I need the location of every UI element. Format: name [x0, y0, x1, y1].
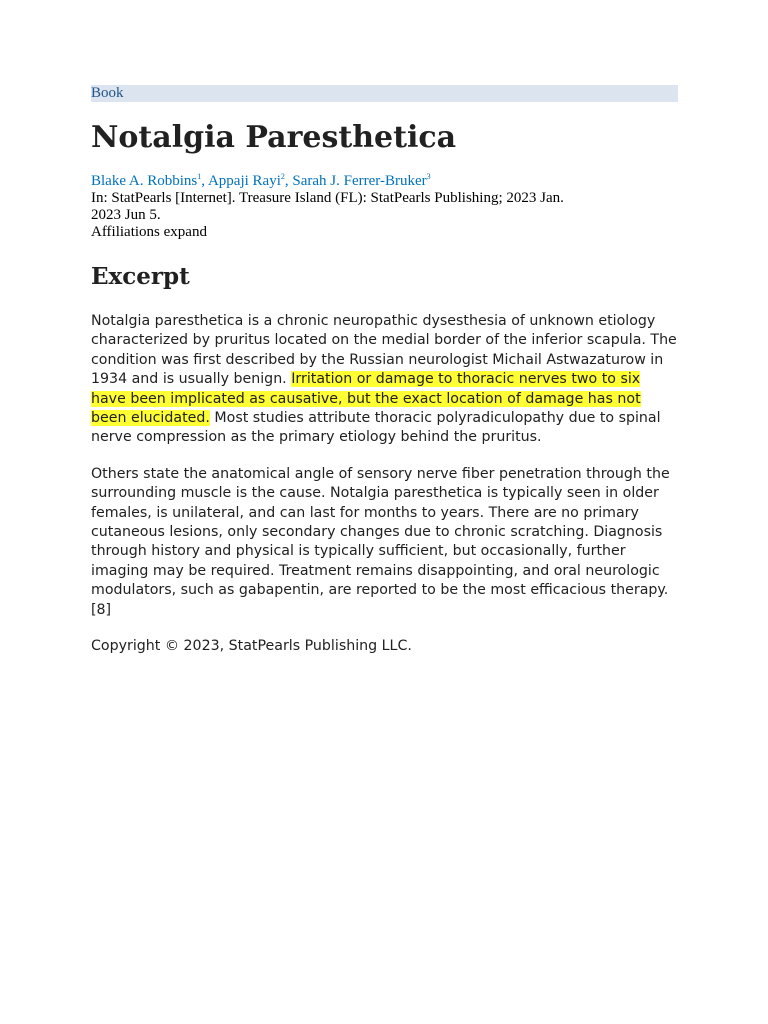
author-link-ferrer-bruker[interactable]: Sarah J. Ferrer-Bruker — [292, 173, 427, 189]
document-page — [91, 85, 678, 657]
excerpt-p1-after: Most studies attribute thoracic polyradiculopathy due to spinal nerve compression as the primary etiology behind the pruritus. — [91, 410, 661, 446]
excerpt-paragraph-2: Others state the anatomical angle of sensory nerve fiber penetration through the surrounding muscle is the cause. Notalgia paresthetica is typically seen in older females, is unilateral, and can last for months to years. There are no primary cutaneous lesions, only secondary changes due to chronic scratching. Diagnosis through history and physical is typically sufficient, but occasionally, further imaging may be required. Treatment remains disappointing, and oral neurologic modulators, such as gabapentin, are reported to be the most efficacious therapy.[8] — [91, 465, 670, 618]
author-separator: , — [201, 173, 208, 189]
author-separator: , — [284, 173, 293, 189]
author-list — [91, 173, 678, 190]
author-affil-2[interactable]: 2 — [280, 172, 285, 181]
excerpt-paragraph-1 — [91, 312, 678, 448]
doc-type-bar — [91, 85, 678, 102]
copyright-notice: Copyright © 2023, StatPearls Publishing LLC. — [91, 638, 412, 655]
excerpt-heading: Excerpt — [91, 263, 190, 290]
highlighted-text: Irritation or damage to thoracic nerves two to six have been implicated as causative, but the exact location of damage has not been elucidated. — [91, 371, 641, 427]
author-link-robbins[interactable]: Blake A. Robbins — [91, 173, 198, 189]
author-link-rayi[interactable]: Appaji Rayi — [207, 173, 281, 189]
page-title: Notalgia Paresthetica — [91, 120, 457, 155]
citation-text: In: StatPearls [Internet]. Treasure Island (FL): StatPearls Publishing; 2023 Jan. 2023 Jun 5. — [91, 190, 564, 223]
author-affil-3[interactable]: 3 — [426, 172, 431, 181]
affiliations-expand[interactable]: Affiliations expand — [91, 224, 207, 240]
doc-type-label: Book — [91, 85, 124, 101]
author-affil-1[interactable]: 1 — [197, 172, 202, 181]
excerpt-p1-before: Notalgia paresthetica is a chronic neuropathic dysesthesia of unknown etiology characterized by pruritus located on the medial border of the inferior scapula. The condition was first described by the Russian neurologist Michail Astwazaturow in 1934 and is usually benign. — [91, 313, 677, 388]
